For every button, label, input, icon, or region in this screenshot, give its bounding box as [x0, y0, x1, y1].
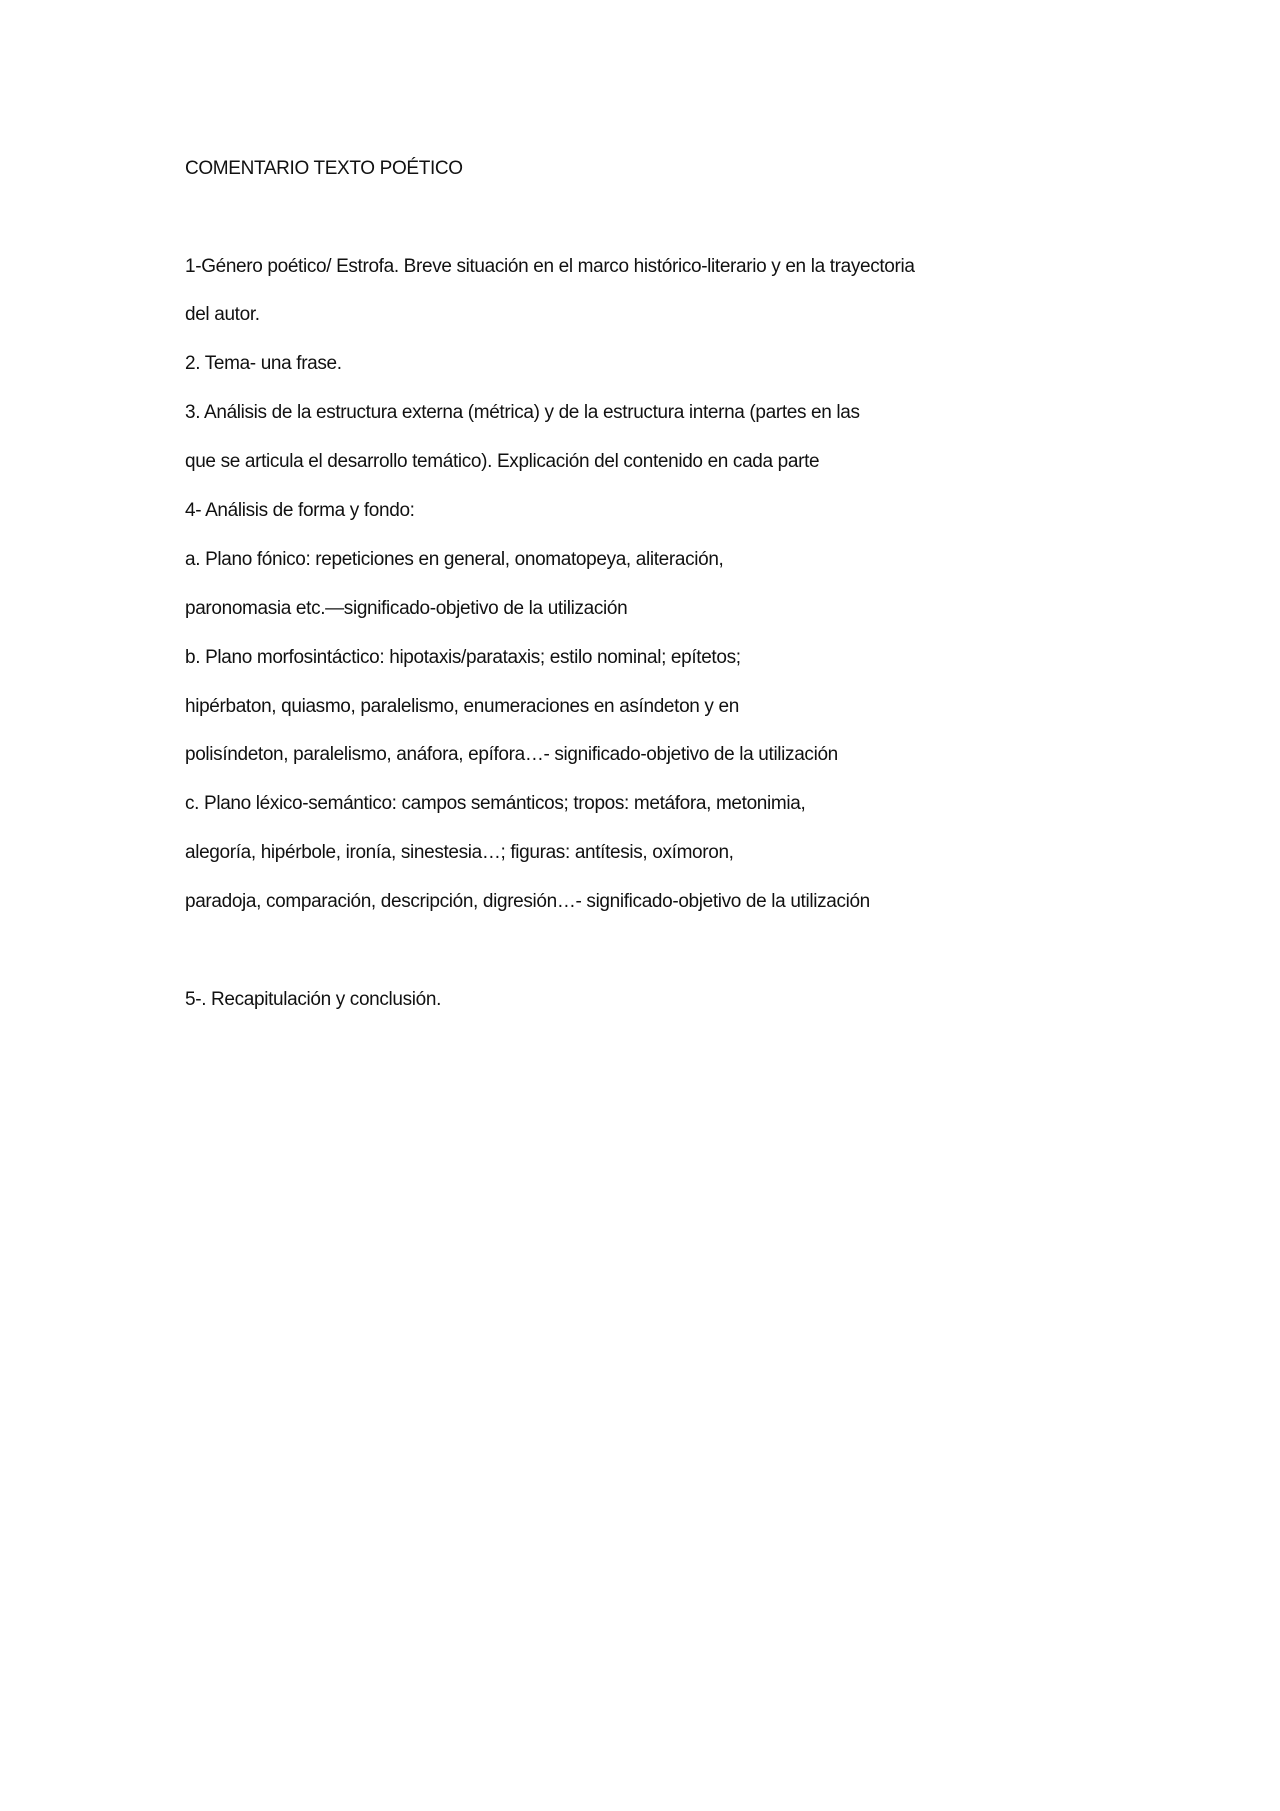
text-line: b. Plano morfosintáctico: hipotaxis/parataxis; estilo nominal; epítetos; [185, 647, 741, 668]
text-line: paradoja, comparación, descripción, digresión…- significado-objetivo de la utilización [185, 891, 870, 912]
text-line: c. Plano léxico-semántico: campos semánticos; tropos: metáfora, metonimia, [185, 793, 806, 814]
text-line: 2. Tema- una frase. [185, 353, 342, 374]
text-line: paronomasia etc.—significado-objetivo de la utilización [185, 598, 628, 619]
text-line: 1-Género poético/ Estrofa. Breve situación en el marco histórico-literario y en la trayectoria [185, 256, 915, 277]
document-title: COMENTARIO TEXTO POÉTICO [185, 158, 463, 179]
text-line: 3. Análisis de la estructura externa (métrica) y de la estructura interna (partes en las [185, 402, 860, 423]
text-line: polisíndeton, paralelismo, anáfora, epífora…- significado-objetivo de la utilización [185, 744, 838, 765]
conclusion-line: 5-. Recapitulación y conclusión. [185, 989, 441, 1010]
text-line: que se articula el desarrollo temático). Explicación del contenido en cada parte [185, 451, 820, 472]
text-line: hipérbaton, quiasmo, paralelismo, enumeraciones en asíndeton y en [185, 696, 739, 717]
text-line: a. Plano fónico: repeticiones en general, onomatopeya, aliteración, [185, 549, 724, 570]
text-line: alegoría, hipérbole, ironía, sinestesia…; figuras: antítesis, oxímoron, [185, 842, 734, 863]
text-line: del autor. [185, 304, 260, 325]
text-line: 4- Análisis de forma y fondo: [185, 500, 415, 521]
